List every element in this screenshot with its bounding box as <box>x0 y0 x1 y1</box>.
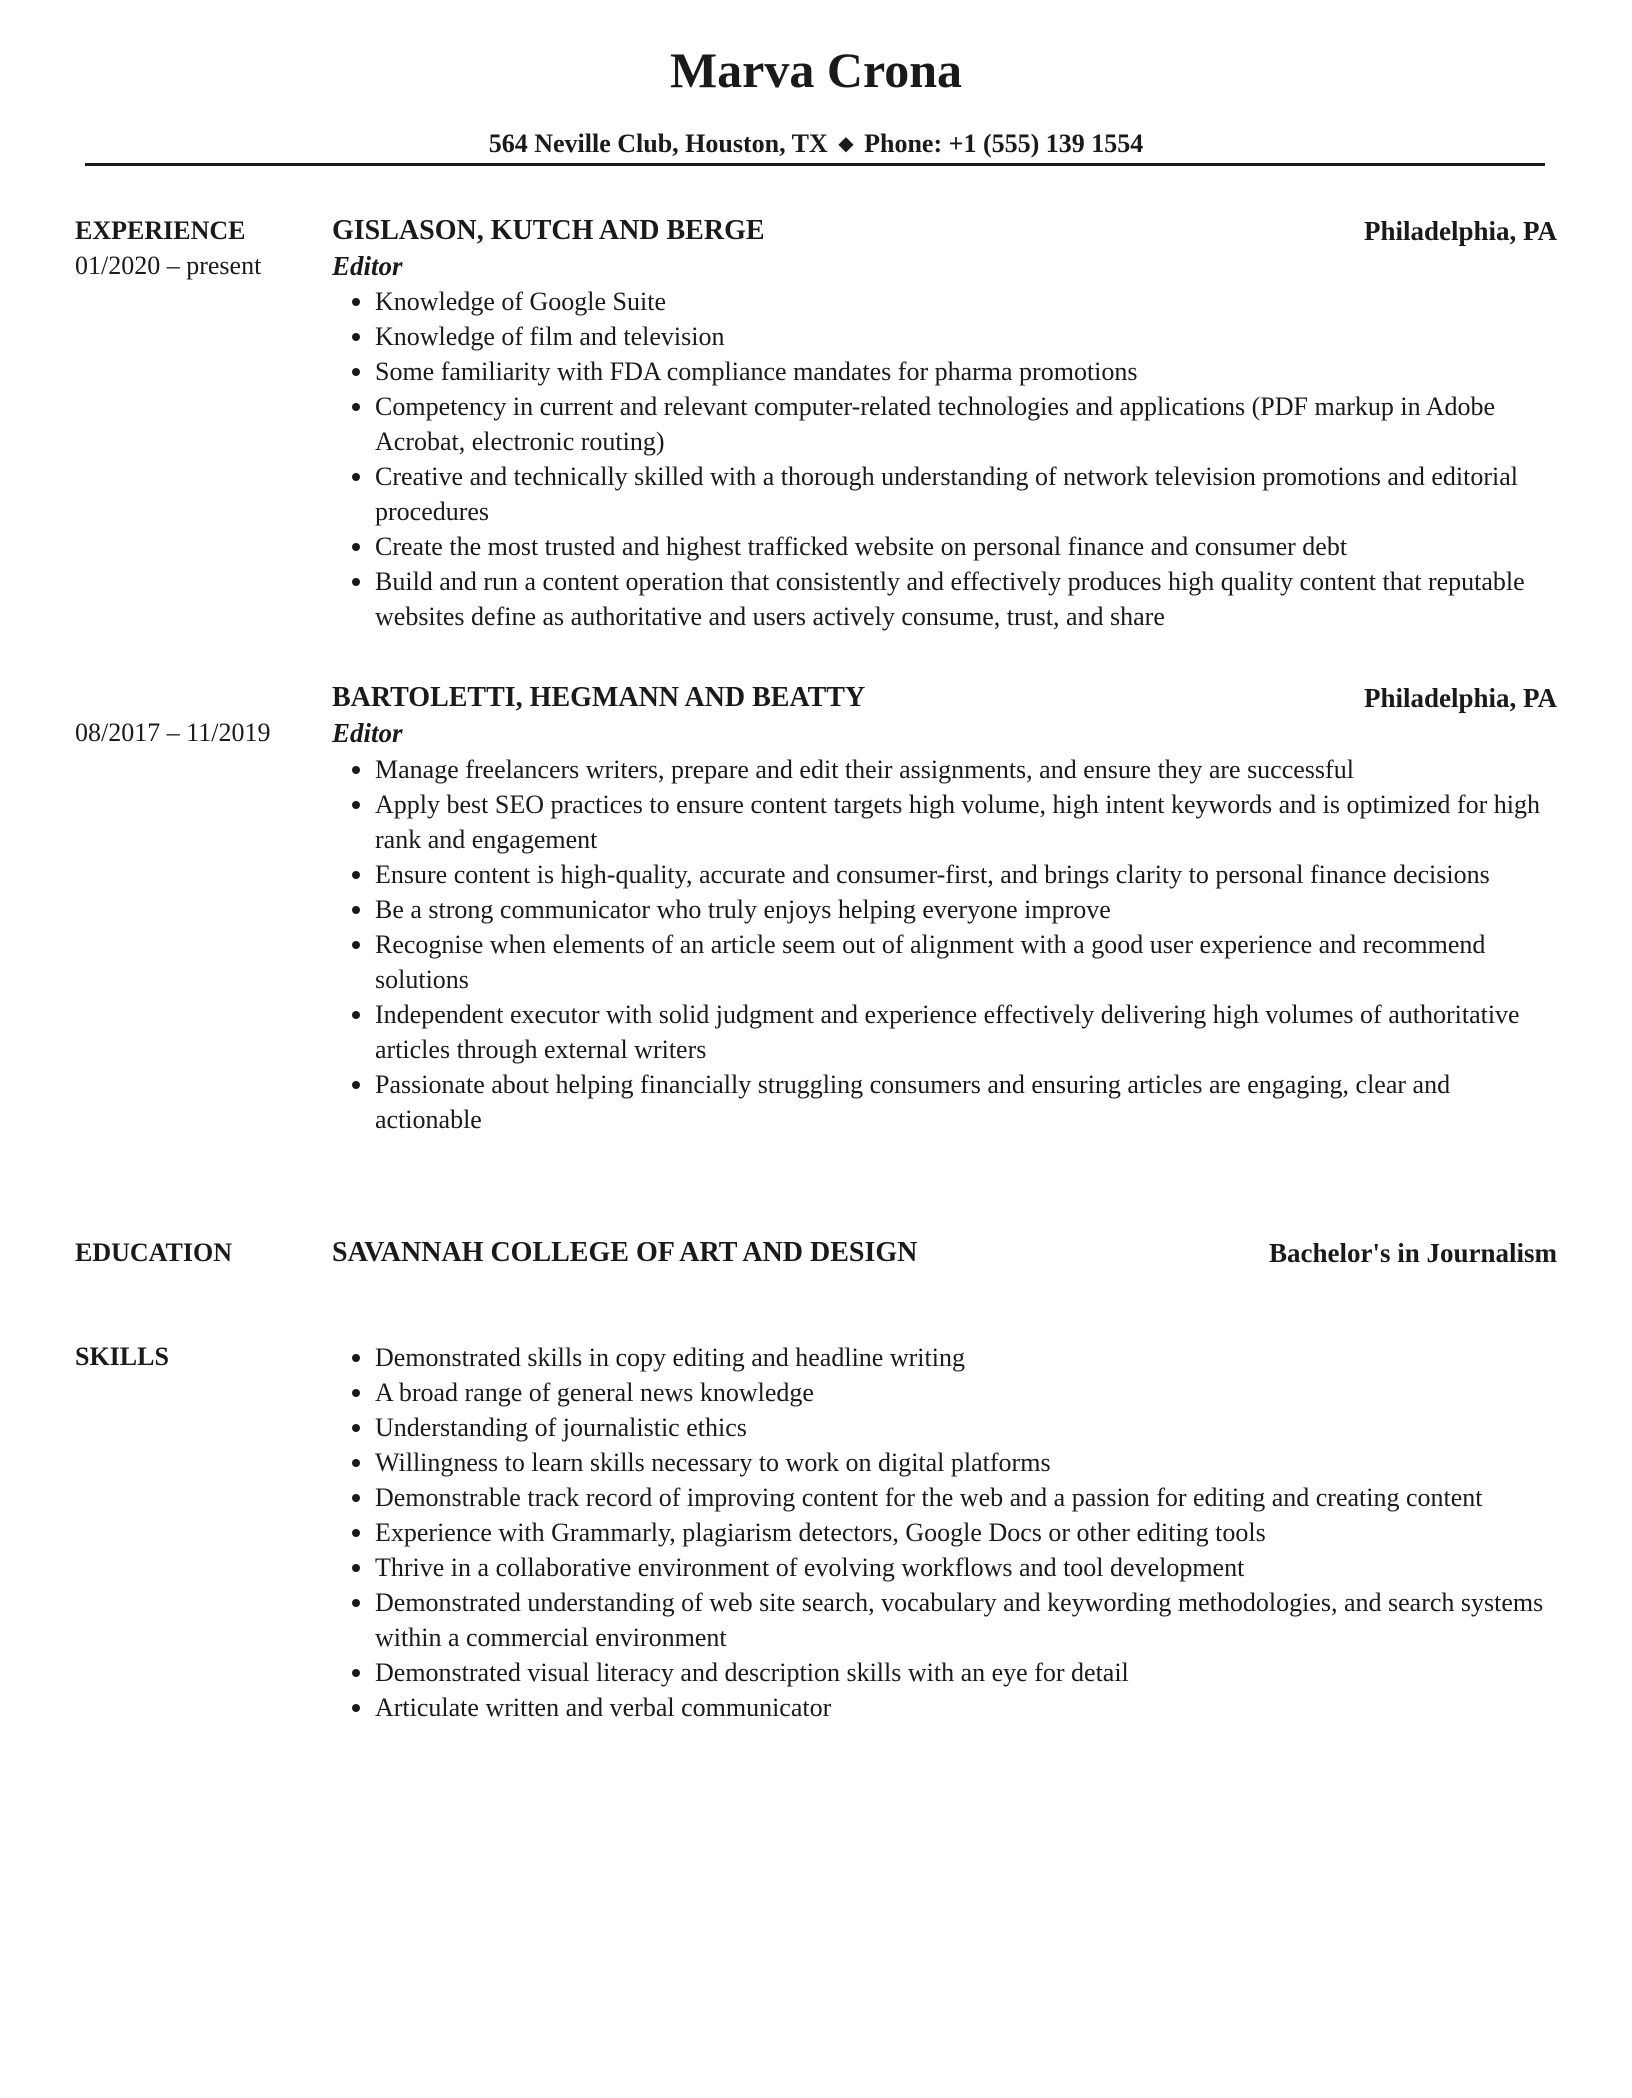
list-item: Creative and technically skilled with a thorough understanding of network television promotions and editorial procedures <box>332 459 1560 529</box>
job-location: Philadelphia, PA <box>1363 683 1557 713</box>
job-title: Editor <box>332 718 403 748</box>
list-item: Independent executor with solid judgment and experience effectively delivering high volumes of authoritative articles through external writers <box>332 997 1560 1067</box>
list-item: Passionate about helping financially struggling consumers and ensuring articles are engaging, clear and actionable <box>332 1067 1560 1137</box>
list-item: Articulate written and verbal communicator <box>332 1690 1560 1725</box>
employer-name: GISLASON, KUTCH AND BERGE <box>332 215 765 246</box>
address: 564 Neville Club, Houston, TX <box>488 129 828 158</box>
list-item: Understanding of journalistic ethics <box>332 1410 1560 1445</box>
diamond-separator-icon: ◆ <box>838 133 854 155</box>
skills-section-label: SKILLS <box>75 1342 169 1371</box>
job-dates: 01/2020 – present <box>75 251 262 280</box>
list-item: Demonstrated understanding of web site search, vocabulary and keywording methodologies, and search systems within a commercial environment <box>332 1585 1560 1655</box>
phone: Phone: +1 (555) 139 1554 <box>864 129 1144 158</box>
skills-list <box>332 1340 1560 1725</box>
job-responsibilities <box>332 284 1560 634</box>
job-dates: 08/2017 – 11/2019 <box>75 718 271 747</box>
list-item: Knowledge of film and television <box>332 319 1560 354</box>
list-item: Create the most trusted and highest trafficked website on personal finance and consumer debt <box>332 529 1560 564</box>
contact-line <box>0 126 1632 164</box>
employer-name: BARTOLETTI, HEGMANN AND BEATTY <box>332 682 866 713</box>
school-name: SAVANNAH COLLEGE OF ART AND DESIGN <box>332 1237 918 1268</box>
list-item: Demonstrable track record of improving content for the web and a passion for editing and creating content <box>332 1480 1560 1515</box>
job-location: Philadelphia, PA <box>1363 216 1557 246</box>
header-divider <box>85 163 1545 166</box>
list-item: Manage freelancers writers, prepare and edit their assignments, and ensure they are successful <box>332 752 1560 787</box>
list-item: Demonstrated skills in copy editing and headline writing <box>332 1340 1560 1375</box>
list-item: Willingness to learn skills necessary to work on digital platforms <box>332 1445 1560 1480</box>
list-item: Build and run a content operation that consistently and effectively produces high quality content that reputable websites define as authoritative and users actively consume, trust, and share <box>332 564 1560 634</box>
list-item: Experience with Grammarly, plagiarism detectors, Google Docs or other editing tools <box>332 1515 1560 1550</box>
list-item: A broad range of general news knowledge <box>332 1375 1560 1410</box>
list-item: Some familiarity with FDA compliance mandates for pharma promotions <box>332 354 1560 389</box>
education-section-label: EDUCATION <box>75 1238 232 1267</box>
job-title: Editor <box>332 251 403 281</box>
experience-section-label: EXPERIENCE <box>75 216 246 245</box>
list-item: Thrive in a collaborative environment of evolving workflows and tool development <box>332 1550 1560 1585</box>
list-item: Ensure content is high-quality, accurate and consumer-first, and brings clarity to personal finance decisions <box>332 857 1560 892</box>
job-responsibilities <box>332 752 1560 1137</box>
list-item: Recognise when elements of an article seem out of alignment with a good user experience and recommend solutions <box>332 927 1560 997</box>
list-item: Knowledge of Google Suite <box>332 284 1560 319</box>
list-item: Competency in current and relevant computer-related technologies and applications (PDF markup in Adobe Acrobat, electronic routing) <box>332 389 1560 459</box>
candidate-name: Marva Crona <box>669 42 963 98</box>
degree: Bachelor's in Journalism <box>1268 1238 1557 1268</box>
list-item: Apply best SEO practices to ensure content targets high volume, high intent keywords and is optimized for high rank and engagement <box>332 787 1560 857</box>
list-item: Be a strong communicator who truly enjoys helping everyone improve <box>332 892 1560 927</box>
list-item: Demonstrated visual literacy and description skills with an eye for detail <box>332 1655 1560 1690</box>
